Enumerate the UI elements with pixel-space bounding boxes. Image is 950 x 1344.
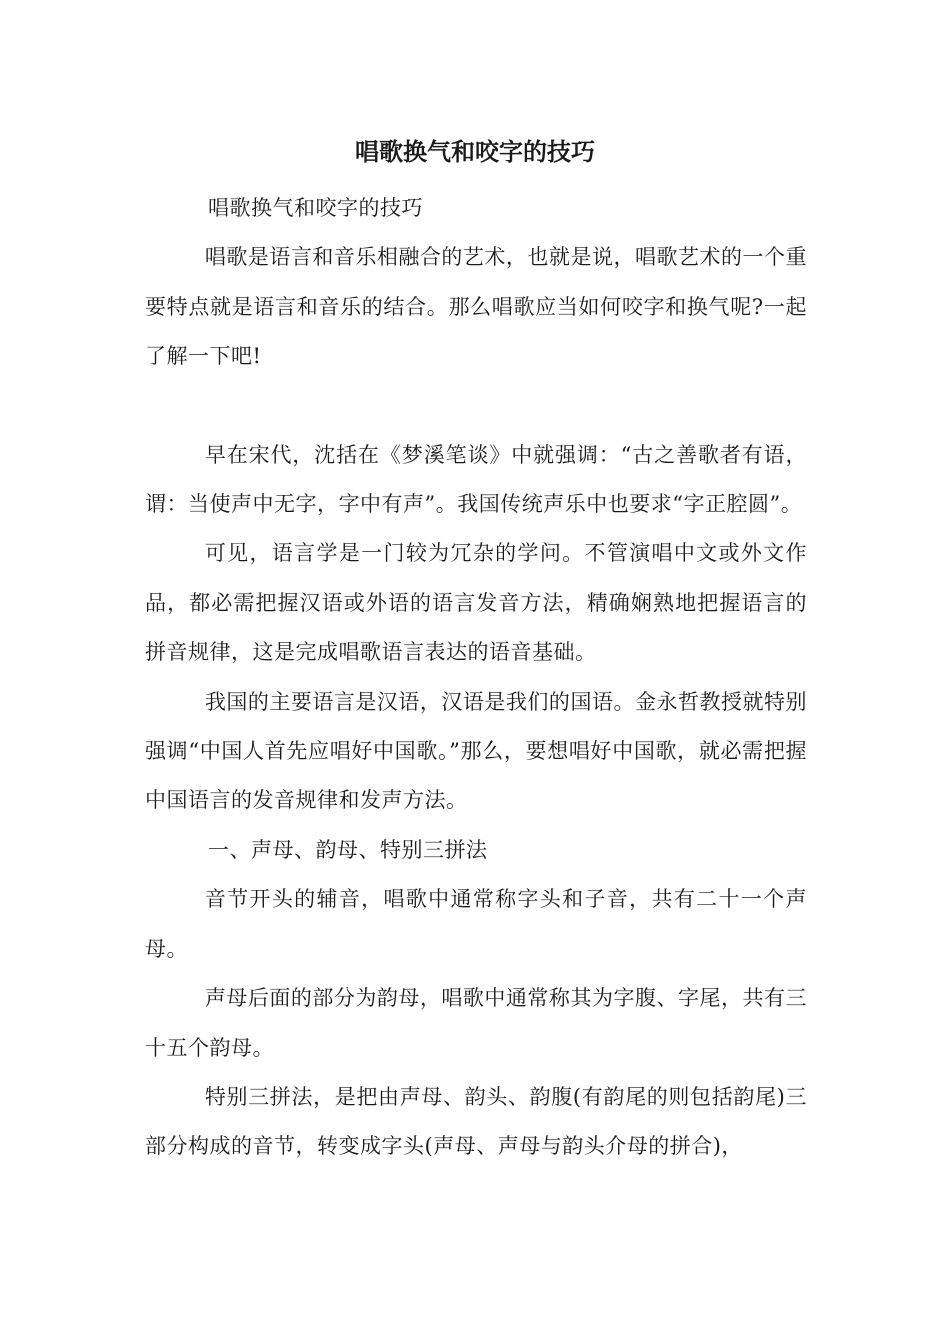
paragraph-chinese-language: 我国的主要语言是汉语，汉语是我们的国语。金永哲教授就特别强调“中国人首先应唱好中国歌。”那么，要想唱好中国歌，就必需把握中国语言的发音规律和发声方法。 xyxy=(145,689,807,813)
document-body xyxy=(145,184,807,1172)
subtitle-paragraph: 唱歌换气和咬字的技巧 xyxy=(208,196,423,220)
blank-line xyxy=(145,382,807,431)
document-title: 唱歌换气和咬字的技巧 xyxy=(355,137,595,166)
paragraph-song-dynasty: 早在宋代，沈括在《梦溪笔谈》中就强调：“古之善歌者有语，谓：当使声中无字，字中有声”。我国传统声乐中也要求“字正腔圆”。 xyxy=(145,442,807,517)
paragraph-linguistics: 可见，语言学是一门较为冗杂的学问。不管演唱中文或外文作品，都必需把握汉语或外语的语言发音方法，精确娴熟地把握语言的拼音规律，这是完成唱歌语言表达的语音基础。 xyxy=(145,541,807,665)
section-heading-1: 一、声母、韵母、特别三拼法 xyxy=(208,837,488,862)
intro-paragraph: 唱歌是语言和音乐相融合的艺术，也就是说，唱歌艺术的一个重要特点就是语言和音乐的结合。那么唱歌应当如何咬字和换气呢?一起了解一下吧! xyxy=(145,245,807,369)
paragraph-finals: 声母后面的部分为韵母，唱歌中通常称其为字腹、字尾，共有三十五个韵母。 xyxy=(145,986,807,1060)
paragraph-three-spelling: 特别三拼法，是把由声母、韵头、韵腹(有韵尾的则包括韵尾)三部分构成的音节，转变成字头(声母、声母与韵头介母的拼合)， xyxy=(145,1084,807,1159)
paragraph-initials: 音节开头的辅音，唱歌中通常称字头和子音，共有二十一个声母。 xyxy=(145,887,807,961)
